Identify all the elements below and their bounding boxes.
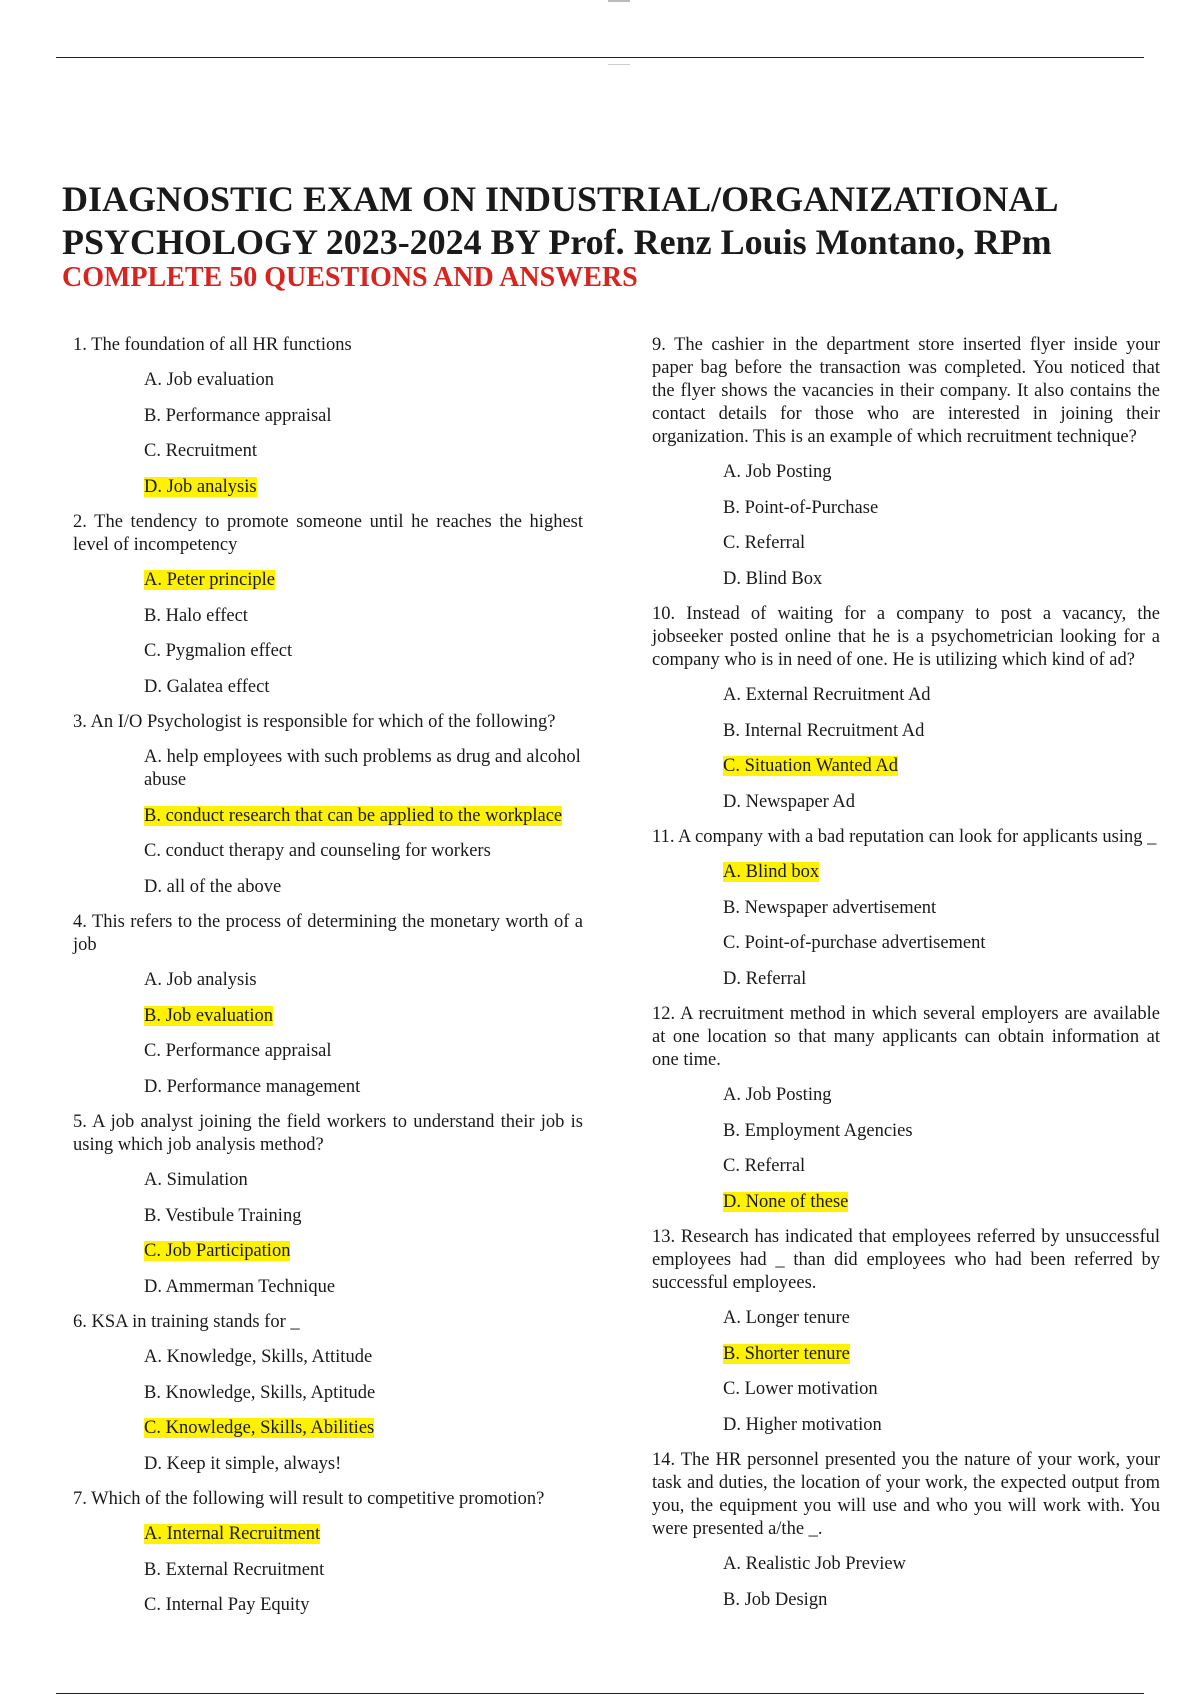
answer-option <box>73 1005 583 1028</box>
top-rule <box>56 57 1144 58</box>
correct-answer-highlight: D. None of these <box>723 1191 849 1212</box>
option-list <box>73 369 583 499</box>
answer-option <box>652 1378 1160 1401</box>
option-text: B. Performance appraisal <box>144 405 332 426</box>
question-text: 13. Research has indicated that employees referred by unsuccessful employees had _ than did employees who had been referred by successful employees. <box>652 1227 1160 1293</box>
question-block <box>73 711 583 899</box>
option-text: C. Lower motivation <box>723 1379 878 1399</box>
answer-option <box>652 968 1160 991</box>
answer-option <box>73 605 583 628</box>
question-block <box>652 826 1160 991</box>
answer-option <box>73 1346 583 1369</box>
answer-option <box>652 461 1160 484</box>
correct-answer-highlight: A. Peter principle <box>144 570 275 590</box>
answer-option <box>73 1276 583 1299</box>
question-block <box>73 1488 583 1617</box>
answer-option <box>73 876 583 899</box>
question-text: 6. KSA in training stands for _ <box>73 1312 300 1332</box>
answer-option <box>73 840 583 863</box>
question-block <box>73 911 583 1099</box>
answer-option <box>73 405 583 428</box>
question-text: 1. The foundation of all HR functions <box>73 335 352 355</box>
answer-option <box>652 932 1160 955</box>
option-text: D. Keep it simple, always! <box>144 1453 342 1474</box>
correct-answer-highlight: D. Job analysis <box>144 476 257 497</box>
question-block <box>73 1111 583 1299</box>
option-text: C. conduct therapy and counseling for workers <box>144 841 491 861</box>
question-block <box>73 511 583 699</box>
option-text: B. Point-of-Purchase <box>723 497 879 518</box>
question-block <box>652 1226 1160 1437</box>
answer-option <box>73 676 583 699</box>
answer-option <box>73 1240 583 1263</box>
option-text: C. Recruitment <box>144 441 258 461</box>
correct-answer-highlight: B. Job evaluation <box>144 1005 273 1026</box>
option-list <box>73 1523 583 1617</box>
question-text: 7. Which of the following will result to competitive promotion? <box>73 1489 545 1509</box>
correct-answer-highlight: C. Job Participation <box>144 1241 291 1261</box>
bottom-rule <box>56 1693 1144 1694</box>
option-list <box>652 1553 1160 1612</box>
option-list <box>652 1307 1160 1437</box>
answer-option <box>652 897 1160 920</box>
option-text: C. Performance appraisal <box>144 1041 332 1061</box>
option-text: C. Internal Pay Equity <box>144 1595 310 1615</box>
option-list <box>73 746 583 899</box>
option-list <box>73 569 583 699</box>
page-top-mark <box>608 0 630 2</box>
question-block <box>73 1311 583 1476</box>
answer-option <box>652 497 1160 520</box>
answer-option <box>73 1076 583 1099</box>
answer-option <box>652 1343 1160 1366</box>
answer-option <box>73 640 583 663</box>
option-text: D. Galatea effect <box>144 676 270 697</box>
option-text: A. Realistic Job Preview <box>723 1554 906 1574</box>
answer-option <box>73 969 583 992</box>
answer-option <box>73 1453 583 1476</box>
question-text: 11. A company with a bad reputation can look for applicants using _ <box>652 827 1157 847</box>
right-column <box>652 334 1160 1624</box>
question-text: 2. The tendency to promote someone until he reaches the highest level of incompetency <box>73 512 583 555</box>
option-text: C. Pygmalion effect <box>144 641 293 661</box>
option-text: B. Vestibule Training <box>144 1205 302 1226</box>
option-list <box>652 1084 1160 1214</box>
option-text: A. Knowledge, Skills, Attitude <box>144 1347 373 1367</box>
header-mark <box>608 64 630 65</box>
question-text: 5. A job analyst joining the field workers to understand their job is using which job analysis method? <box>73 1112 583 1155</box>
answer-option <box>652 791 1160 814</box>
correct-answer-highlight: C. Knowledge, Skills, Abilities <box>144 1418 375 1438</box>
option-text: A. External Recruitment Ad <box>723 685 931 705</box>
option-text: C. Point-of-purchase advertisement <box>723 933 986 953</box>
option-text: B. Newspaper advertisement <box>723 897 937 918</box>
option-list <box>73 969 583 1099</box>
answer-option <box>652 720 1160 743</box>
option-text: B. Halo effect <box>144 605 248 626</box>
answer-option <box>652 1084 1160 1107</box>
question-text: 14. The HR personnel presented you the nature of your work, your task and duties, the location of your work, the expected output from you, the equipment you will use and who you will work with. You were presented a/the _. <box>652 1450 1160 1539</box>
answer-option <box>73 440 583 463</box>
answer-option <box>652 1120 1160 1143</box>
question-block <box>652 1003 1160 1214</box>
answer-option <box>652 1553 1160 1576</box>
option-text: C. Referral <box>723 533 806 553</box>
option-text: B. Knowledge, Skills, Aptitude <box>144 1382 376 1403</box>
option-text: A. Job Posting <box>723 462 832 482</box>
question-text: 10. Instead of waiting for a company to post a vacancy, the jobseeker posted online that he is a psychometrician looking for a company who is in need of one. He is utilizing which kind of ad? <box>652 604 1160 670</box>
option-text: B. External Recruitment <box>144 1559 325 1580</box>
question-block <box>652 334 1160 591</box>
correct-answer-highlight: B. Shorter tenure <box>723 1343 850 1364</box>
question-text: 12. A recruitment method in which several employers are available at one location so that many applicants can obtain information at one time. <box>652 1004 1160 1070</box>
document-title: DIAGNOSTIC EXAM ON INDUSTRIAL/ORGANIZATIONAL PSYCHOLOGY 2023-2024 BY Prof. Renz Louis Montano, RPm <box>62 179 1057 262</box>
option-text: A. Simulation <box>144 1170 248 1190</box>
answer-option <box>73 746 583 792</box>
option-list <box>73 1346 583 1476</box>
question-block <box>652 603 1160 814</box>
option-text: D. Referral <box>723 968 807 989</box>
option-text: D. Higher motivation <box>723 1414 882 1435</box>
answer-option <box>73 1169 583 1192</box>
answer-option <box>73 1594 583 1617</box>
answer-option <box>73 805 583 828</box>
option-list <box>652 861 1160 991</box>
option-text: D. Performance management <box>144 1076 361 1097</box>
answer-option <box>73 1559 583 1582</box>
option-text: B. Internal Recruitment Ad <box>723 720 925 741</box>
option-text: C. Referral <box>723 1156 806 1176</box>
answer-option <box>73 1417 583 1440</box>
answer-option <box>652 1589 1160 1612</box>
answer-option <box>652 1307 1160 1330</box>
answer-option <box>73 569 583 592</box>
option-text: D. Blind Box <box>723 568 823 589</box>
correct-answer-highlight: A. Blind box <box>723 862 820 882</box>
answer-option <box>73 369 583 392</box>
option-list <box>652 684 1160 814</box>
question-block <box>652 1449 1160 1612</box>
answer-option <box>652 684 1160 707</box>
option-text: B. Job Design <box>723 1589 828 1610</box>
option-text: A. Job evaluation <box>144 370 274 390</box>
answer-option <box>652 532 1160 555</box>
question-block <box>73 334 583 499</box>
answer-option <box>73 1205 583 1228</box>
answer-option <box>73 1523 583 1546</box>
answer-option <box>652 568 1160 591</box>
correct-answer-highlight: A. Internal Recruitment <box>144 1524 321 1544</box>
option-text: A. Longer tenure <box>723 1308 850 1328</box>
option-text: B. Employment Agencies <box>723 1120 913 1141</box>
answer-option <box>652 1414 1160 1437</box>
answer-option <box>652 1191 1160 1214</box>
answer-option <box>652 1155 1160 1178</box>
correct-answer-highlight: C. Situation Wanted Ad <box>723 756 898 776</box>
option-text: A. help employees with such problems as drug and alcohol abuse <box>144 747 581 790</box>
question-text: 9. The cashier in the department store inserted flyer inside your paper bag before the transaction was completed. You noticed that the flyer shows the vacancies in their company. It also contains the contact details for those who are interested in joining their organization. This is an example of which recruitment technique? <box>652 335 1160 447</box>
answer-option <box>73 476 583 499</box>
option-text: D. all of the above <box>144 876 282 897</box>
question-text: 3. An I/O Psychologist is responsible for which of the following? <box>73 712 556 732</box>
option-list <box>652 461 1160 591</box>
question-text: 4. This refers to the process of determining the monetary worth of a job <box>73 912 583 955</box>
option-text: D. Ammerman Technique <box>144 1276 336 1297</box>
option-text: A. Job analysis <box>144 970 257 990</box>
option-list <box>73 1169 583 1299</box>
correct-answer-highlight: B. conduct research that can be applied to the workplace <box>144 805 563 826</box>
answer-option <box>652 861 1160 884</box>
answer-option <box>73 1040 583 1063</box>
option-text: A. Job Posting <box>723 1085 832 1105</box>
option-text: D. Newspaper Ad <box>723 791 856 812</box>
document-subtitle: COMPLETE 50 QUESTIONS AND ANSWERS <box>62 262 638 293</box>
answer-option <box>652 755 1160 778</box>
answer-option <box>73 1382 583 1405</box>
left-column <box>73 334 583 1630</box>
